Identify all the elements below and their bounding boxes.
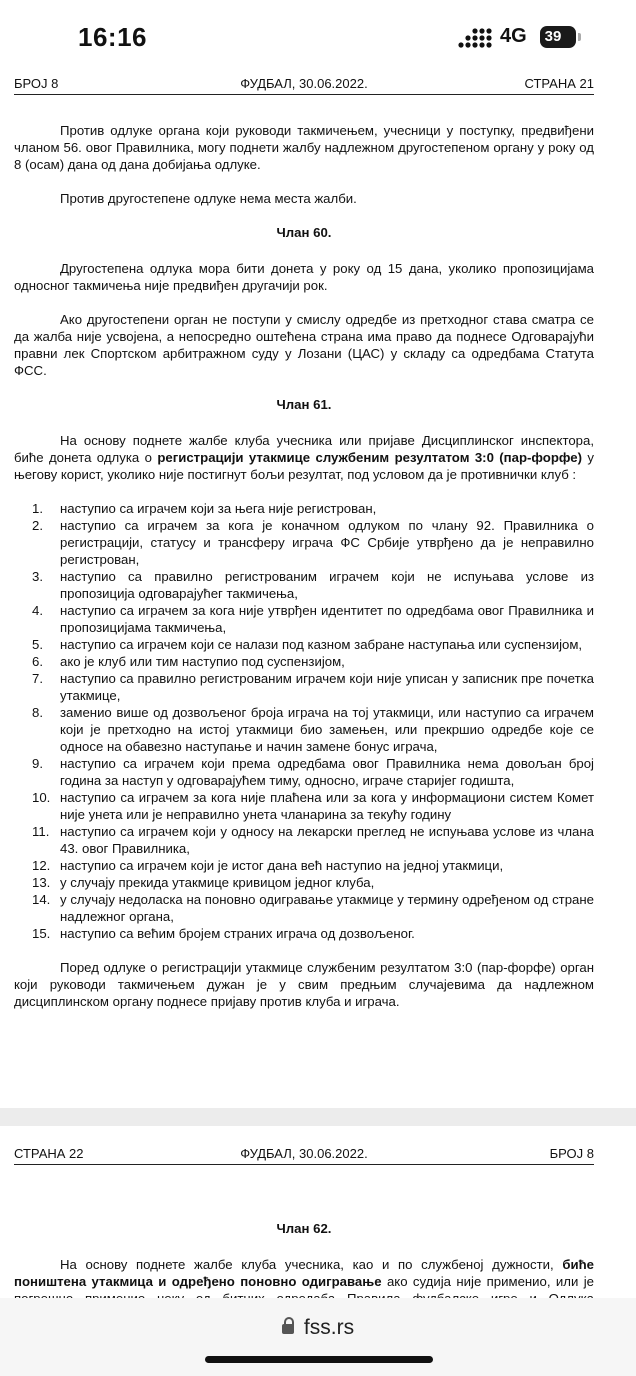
list-item-text: наступио са већим бројем страних играча од дозвољеног. xyxy=(60,926,415,941)
list-item-text: у случају прекида утакмице кривицом једног клуба, xyxy=(60,875,375,890)
list-item-number: 11. xyxy=(32,824,50,839)
list-item xyxy=(14,500,594,517)
status-bar xyxy=(0,0,636,70)
list-item-text: наступио са играчем за кога није плаћена или за кога у информациони систем Комет није унета или је неправилно унета чланарина за текућу годину xyxy=(60,790,594,822)
list-item-text: ако је клуб или тим наступио под суспензијом, xyxy=(60,654,345,669)
bold-phrase: биће поништена утакмица и одређено поновно одигравање xyxy=(14,1257,594,1289)
list-item xyxy=(14,602,594,636)
list-item-number: 9. xyxy=(32,756,43,771)
article-heading: Члан 60. xyxy=(276,225,332,240)
paragraph: Ако другостепени орган не поступи у смислу одредбе из претходног става сматра се да жалба није усвојена, а непосредно оштећена страна има право да поднесе Одговарајући правни лек Спортском арбитражном суду у Лозани (ЦАС) у складу са одредбама Статута ФСС. xyxy=(14,312,594,378)
bold-phrase: регистрацији утакмице службеним резултатом 3:0 (пар-форфе) xyxy=(157,450,582,465)
network-type: 4G xyxy=(500,25,527,47)
url-text: fss.rs xyxy=(303,1316,355,1339)
battery-level: 39 xyxy=(544,28,562,45)
header-title: ФУДБАЛ, 30.06.2022. xyxy=(240,76,368,91)
header-title: ФУДБАЛ, 30.06.2022. xyxy=(240,1146,368,1161)
page-separator xyxy=(0,1108,636,1126)
list-item-text: наступио са играчем који према одредбама овог Правилника нема довољан број година за наступ у одговарајућем тиму, односно, играче старијег годишта, xyxy=(60,756,594,788)
article-heading: Члан 62. xyxy=(276,1221,332,1236)
list-item-number: 14. xyxy=(32,892,51,907)
list-item-number: 13. xyxy=(32,875,51,890)
list-item-text: у случају недоласка на поновно одигравање утакмице у термину одређеном од стране надлежног органа, xyxy=(60,892,594,924)
conditions-list xyxy=(14,500,594,942)
list-item-text: наступио са играчем који је истог дана већ наступио на једној утакмици, xyxy=(60,858,504,873)
list-item-text: наступио са играчем који за њега није регистрован, xyxy=(60,501,377,516)
paragraph: На основу поднете жалбе клуба учесника, као и по службеној дужности, биће поништена утакмица и одређено поновно одигравање ако судија није применио, или је xyxy=(14,1257,594,1289)
list-item-text: наступио са играчем за кога није утврђен идентитет по одредбама овог Правилника и пропозицијама такмичења, xyxy=(60,603,594,635)
url-field[interactable] xyxy=(0,1316,636,1340)
issue-number: БРОЈ 8 xyxy=(549,1146,594,1161)
list-item-number: 12. xyxy=(32,858,51,873)
list-item-text: наступио са правилно регистрованим играчем који не испуњава услове из пропозиција одговарајућег такмичења, xyxy=(60,569,594,601)
list-item-text: наступио са правилно регистрованим играчем који није уписан у записник пре почетка утакмице, xyxy=(60,671,594,703)
status-time: 16:16 xyxy=(78,22,147,52)
battery-icon xyxy=(540,26,576,48)
list-item xyxy=(14,874,594,891)
page-body xyxy=(14,122,594,1027)
lock-icon xyxy=(282,1324,294,1334)
list-item-number: 6. xyxy=(32,654,43,669)
list-item-text: наступио са играчем који се налази под казном забране наступања или суспензијом, xyxy=(60,637,583,652)
page-number: СТРАНА 21 xyxy=(524,76,594,91)
paragraph: Против одлуке органа који руководи такмичењем, учесници у поступку, предвиђени чланом 56. овог Правилника, могу поднети жалбу надлежном другостепеном органу у року од 8 (осам) дана од дана добијања одлуке. xyxy=(14,123,594,172)
issue-number: БРОЈ 8 xyxy=(14,76,59,91)
list-item xyxy=(14,789,594,823)
article-heading: Члан 61. xyxy=(276,397,332,412)
page-header xyxy=(14,1146,594,1166)
list-item xyxy=(14,517,594,568)
list-item xyxy=(14,925,594,942)
home-indicator[interactable] xyxy=(205,1356,433,1363)
list-item xyxy=(14,653,594,670)
list-item xyxy=(14,857,594,874)
list-item-number: 2. xyxy=(32,518,43,533)
page-header xyxy=(14,76,594,96)
document-page-21 xyxy=(0,70,636,1108)
paragraph: Поред одлуке о регистрацији утакмице службеним резултатом 3:0 (пар-форфе) орган који руководи такмичењем дужан је у свим предњим случајевима да надлежном дисциплинском органу поднесе пријаву против клуба и играча. xyxy=(14,960,594,1009)
browser-address-bar[interactable] xyxy=(0,1298,636,1376)
list-item xyxy=(14,823,594,857)
list-item xyxy=(14,568,594,602)
list-item-number: 10. xyxy=(32,790,51,805)
header-divider xyxy=(14,1164,594,1165)
list-item xyxy=(14,755,594,789)
list-item-number: 15. xyxy=(32,926,51,941)
list-item-text: наступио са играчем за кога је коначном одлуком по члану 92. Правилника о регистрацији, статусу и трансферу играча ФС Србије утврђено да је неправилно регистрован, xyxy=(60,518,594,567)
page-number: СТРАНА 22 xyxy=(14,1146,84,1161)
list-item-number: 7. xyxy=(32,671,43,686)
list-item-number: 4. xyxy=(32,603,43,618)
signal-icon xyxy=(458,28,494,48)
list-item xyxy=(14,704,594,755)
header-divider xyxy=(14,94,594,95)
document-page-22 xyxy=(0,1126,636,1298)
list-item-number: 5. xyxy=(32,637,43,652)
list-item-number: 3. xyxy=(32,569,43,584)
list-item-number: 8. xyxy=(32,705,43,720)
list-item xyxy=(14,636,594,653)
list-item-text: наступио са играчем који у односу на лекарски преглед не испуњава услове из члана 43. овог Правилника, xyxy=(60,824,594,856)
list-item xyxy=(14,670,594,704)
list-item xyxy=(14,891,594,925)
paragraph: Против другостепене одлуке нема места жалби. xyxy=(60,191,357,206)
paragraph: На основу поднете жалбе клуба учесника или пријаве Дисциплинског инспектора, биће донета одлука о регистрацији утакмице службеним резултатом 3:0 (пар-форфе) у његову корист, уколико није постигнут бољи резултат, под условом да је противнички клуб : xyxy=(14,433,594,482)
list-item-text: заменио више од дозвољеног броја играча на тој утакмици, или наступио са играчем који је претходно на истој утакмици био замењен, или прекршио одредбе које се односе на обавезно наступање и начин замене бонус играча, xyxy=(60,705,594,754)
list-item-number: 1. xyxy=(32,501,43,516)
paragraph: Другостепена одлука мора бити донета у року од 15 дана, уколико пропозицијама односног такмичења није предвиђен другачији рок. xyxy=(14,261,594,293)
